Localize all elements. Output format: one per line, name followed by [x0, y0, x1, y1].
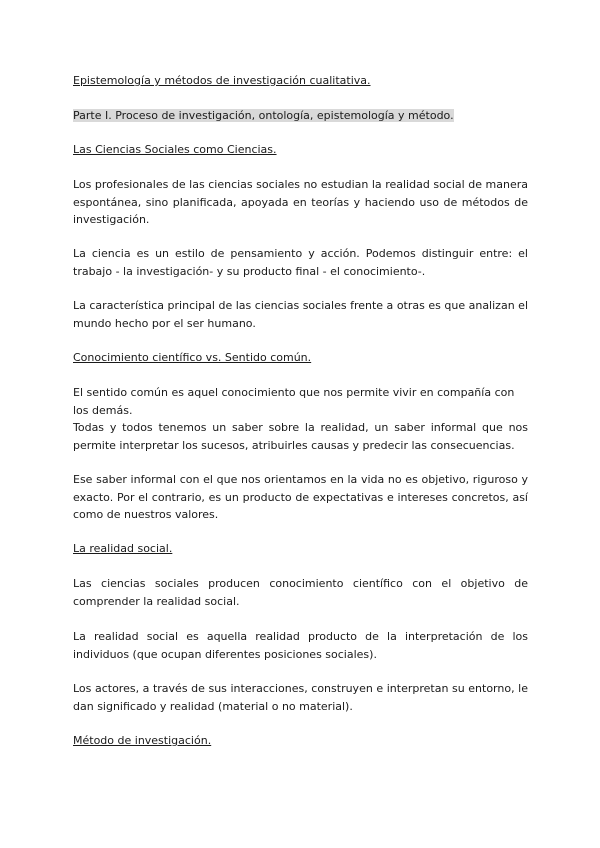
section-heading-realidad-social: La realidad social.	[73, 542, 173, 555]
paragraph: Los actores, a través de sus interacciones, construyen e interpretan su entorno, le dan significado y realidad (material o no material).	[73, 682, 528, 713]
paragraph: La característica principal de las ciencias sociales frente a otras es que analizan el mundo hecho por el ser humano.	[73, 299, 528, 330]
paragraph: Los profesionales de las ciencias sociales no estudian la realidad social de manera espontánea, sino planificada, apoyada en teorías y haciendo uso de métodos de investigación.	[73, 178, 528, 226]
section-heading-conocimiento: Conocimiento científico vs. Sentido común.	[73, 351, 312, 364]
paragraph: El sentido común es aquel conocimiento que nos permite vivir en compañía con los demás.	[73, 386, 515, 417]
section-heading-ciencias-sociales: Las Ciencias Sociales como Ciencias.	[73, 143, 277, 156]
part-heading-highlight: Parte I. Proceso de investigación, ontología, epistemología y método.	[73, 109, 454, 122]
document-page	[73, 0, 528, 848]
paragraph: La ciencia es un estilo de pensamiento y acción. Podemos distinguir entre: el trabajo - la investigación- y su producto final - el conocimiento-.	[73, 247, 528, 278]
section-heading-metodo: Método de investigación.	[73, 734, 212, 747]
document-title: Epistemología y métodos de investigación cualitativa.	[73, 74, 371, 87]
part-heading	[73, 109, 454, 123]
paragraph: Todas y todos tenemos un saber sobre la realidad, un saber informal que nos permite interpretar los sucesos, atribuirles causas y predecir las consecuencias.	[73, 421, 528, 452]
paragraph: La realidad social es aquella realidad producto de la interpretación de los individuos (que ocupan diferentes posiciones sociales).	[73, 630, 528, 661]
paragraph: Ese saber informal con el que nos orientamos en la vida no es objetivo, riguroso y exacto. Por el contrario, es un producto de expectativas e intereses concretos, así como de nuestros valores.	[73, 473, 528, 521]
paragraph: Las ciencias sociales producen conocimiento científico con el objetivo de comprender la realidad social.	[73, 577, 528, 608]
